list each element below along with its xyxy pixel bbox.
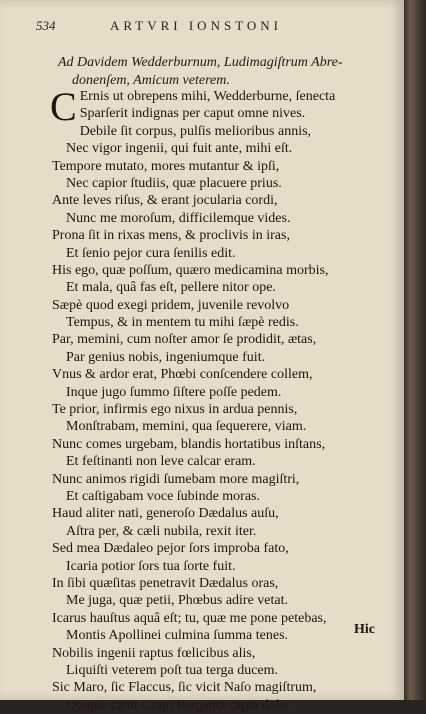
poem-line: Ernis ut obrepens mihi, Wedderburne, ſenecta [79,89,336,104]
poem-line: Nunc comes urgebam, blandis hortatibus inſtans, [52,436,326,452]
poem-line: Par genius nobis, ingeniumque fuit. [66,349,266,365]
poem-line: Quique canit Grajo Pergama capta dolo. [66,697,291,713]
poem-line: Icaria potior ſors tua ſorte fuit. [66,558,236,574]
poem-line: Prona ſit in rixas mens, & proclivis in iras, [52,228,290,244]
poem-opening [50,84,392,129]
poem-line: Sic Maro, ſic Flaccus, ſic vicit Naſo magiſtrum, [52,680,317,696]
page-number: 534 [36,18,56,33]
poem-line: Et mala, quâ fas eſt, pellere nitor ope. [66,280,276,296]
poem-line: Sæpè quod exegi pridem, juvenile revolvo [52,297,290,313]
poem-line: Icarus hauſtus aquâ eſt; tu, quæ me pone petebas, [52,610,327,626]
poem-line: Tempore mutato, mores mutantur & ipſi, [52,158,280,174]
poem-line: Aſtra per, & cæli nubila, rexit iter. [66,523,257,539]
poem-body [50,84,392,714]
poem-line: Et feſtinanti non leve calcar eram. [66,454,256,470]
drop-cap: C [50,84,77,129]
poem-line: Vnus & ardor erat, Phœbi conſcendere collem, [52,367,313,383]
poem-line: In ſibi quæſitas penetravit Dædalus oras, [52,575,279,591]
poem-line: Nobilis ingenii raptus fœlicibus alis, [52,645,256,661]
poem-line: Nunc me moroſum, difficilemque vides. [66,210,291,226]
poem-heading [58,54,384,90]
poem-line: Haud aliter nati, generoſo Dædalus auſu, [52,506,279,522]
poem-line: Te prior, infirmis ego nixus in ardua pennis, [52,402,298,418]
poem-line: Inque jugo ſummo ſiſtere poſſe pedem. [66,384,282,400]
heading-line: donenſem, Amicum veterem. [72,73,230,88]
poem-line: Monſtrabam, memini, qua ſequerere, viam. [66,419,307,435]
poem-line: Debile ſit corpus, pulſis melioribus annis, [79,123,312,139]
poem-line: Nec capior ſtudiis, quæ placuere prius. [66,175,282,191]
running-head: ARTVRI IONSTONI [110,18,283,33]
page-header [0,18,404,38]
poem-line: Nunc animos rigidi ſumebam more magiſtri, [52,471,300,487]
catchword: Hic [354,622,375,637]
poem-line: Tempus, & in mentem tu mihi ſæpè redis. [66,315,299,331]
poem-line: Sed mea Dædaleo pejor ſors improba fato, [52,541,289,557]
poem-line: Nec vigor ingenii, qui fuit ante, mihi eſt. [66,141,293,157]
poem-line: Montis Apollinei culmina ſumma tenes. [66,628,289,644]
next-page-edge [404,0,426,700]
poem-line: Par, memini, cum noſter amor ſe prodidit, ætas, [52,332,317,348]
poem-line: His ego, quæ poſſum, quæro medicamina morbis, [52,262,329,278]
poem-line: Et caſtigabam voce ſubinde moras. [66,488,260,504]
poem-line: Me juga, quæ petii, Phœbus adire vetat. [66,593,289,609]
poem-line: Et ſenio pejor cura ſenilis edit. [66,245,236,261]
poem-line: Ante leves riſus, & erant jocularia cordi, [52,193,278,209]
poem-lines [52,123,392,714]
poem-line: Sparſerit indignas per caput omne nives. [79,106,306,122]
poem-line: Liquiſti veterem poſt tua terga ducem. [66,662,279,678]
heading-line: Ad Davidem Wedderburnum, Ludimagiſtrum Abre- [58,55,343,70]
